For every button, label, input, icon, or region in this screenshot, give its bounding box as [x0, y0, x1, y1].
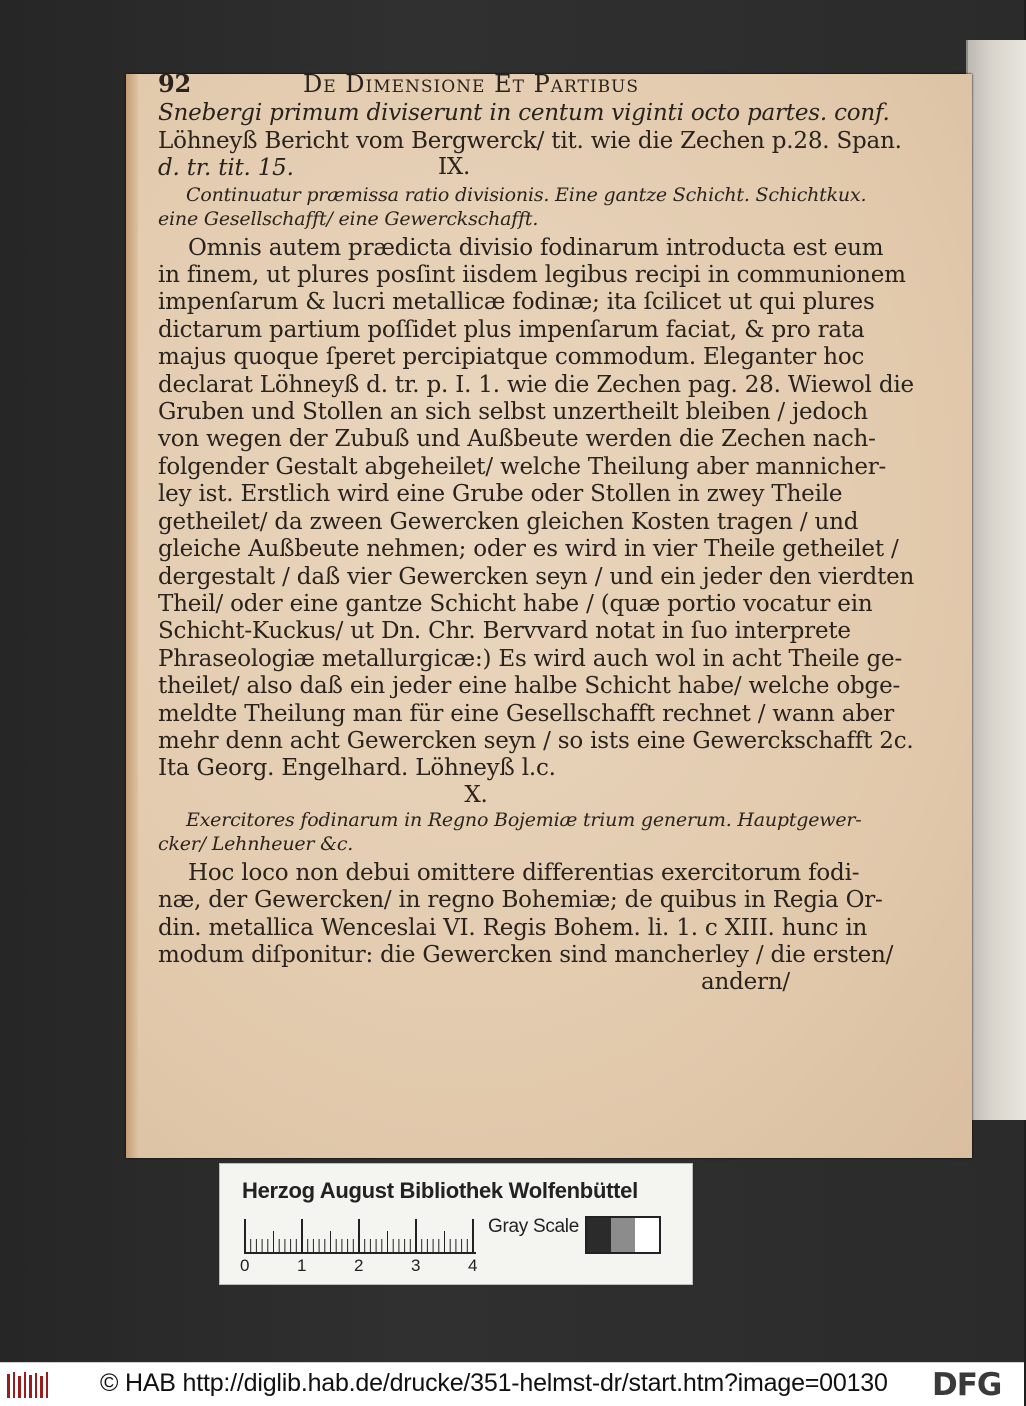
page-header	[158, 70, 794, 98]
text-line: modum diſponitur: die Gewercken sind mancherley / die ersten/	[158, 941, 894, 968]
viewer-footer	[0, 1362, 1024, 1406]
copyright-link[interactable]: © HAB http://diglib.hab.de/drucke/351-helmst-dr/start.htm?image=00130	[100, 1369, 888, 1397]
ruler-numbers	[240, 1256, 480, 1278]
page-gutter	[126, 74, 138, 1158]
section-number-x: X.	[464, 781, 488, 808]
page-number: 92	[158, 69, 191, 98]
ruler-icon	[244, 1218, 476, 1254]
summary-line: eine Gesellschafft/ eine Gewerckschafft.	[158, 207, 539, 230]
text-line: gleiche Außbeute nehmen; oder es wird in vier Theile getheilet /	[158, 536, 899, 563]
gray-scale-label: Gray Scale	[488, 1216, 579, 1237]
text-line: din. metallica Wenceslai VI. Regis Bohem. li. 1. c XIII. hunc in	[158, 914, 868, 941]
ruler-number: 4	[468, 1256, 478, 1275]
text-line: d. tr. tit. 15.	[158, 155, 294, 182]
gray-scale-swatches	[585, 1216, 661, 1254]
text-line: theilet/ also daß ein jeder eine halbe Schicht habe/ welche obge-	[158, 673, 901, 700]
text-line: declarat Löhneyß d. tr. p. I. 1. wie die Zechen pag. 28. Wiewol die	[158, 371, 914, 398]
ruler-number: 1	[297, 1256, 307, 1275]
hab-logo-icon	[6, 1370, 50, 1400]
text-line: dictarum partium poſſidet plus impenſarum faciat, & pro rata	[158, 316, 865, 343]
text-line: Omnis autem prædicta divisio fodinarum introducta est eum	[188, 234, 884, 261]
adjacent-page-edge	[966, 40, 1026, 1120]
text-line: Gruben und Stollen an sich selbst unzertheilt bleiben / jedoch	[158, 399, 868, 426]
text-line: folgender Gestalt abgeheilet/ welche Theilung aber mannicher-	[158, 453, 887, 480]
summary-line: Continuatur præmissa ratio divisionis. Eine gantze Schicht. Schichtkux.	[186, 183, 867, 206]
text-line: mehr denn acht Gewercken seyn / so ists eine Gewerckschafft 2c.	[158, 727, 914, 754]
text-line: Phraseologiæ metallurgicæ:) Es wird auch wol in acht Theile ge-	[158, 645, 903, 672]
ruler-number: 2	[354, 1256, 364, 1275]
catchword: andern/	[700, 969, 790, 996]
text-line: Snebergi primum diviserunt in centum viginti octo partes. conf.	[158, 100, 890, 127]
library-name: Herzog August Bibliothek Wolfenbüttel	[242, 1178, 638, 1203]
ix-heading-row	[158, 155, 794, 182]
text-line: meldte Theilung man für eine Gesellschafft rechnet / wann aber	[158, 700, 894, 727]
text-line: næ, der Gewercken/ in regno Bohemiæ; de quibus in Regia Or-	[158, 887, 883, 914]
text-line: Theil/ oder eine gantze Schicht habe / (quæ portio vocatur ein	[158, 590, 873, 617]
gray-swatch-dark	[587, 1218, 611, 1252]
text-line: in finem, ut plures posſint iisdem legibus recipi in communionem	[158, 262, 906, 289]
running-title: De Dimensione Et Partibus	[302, 70, 640, 98]
gray-swatch-light	[635, 1218, 659, 1252]
ruler-number: 3	[411, 1256, 421, 1275]
text-line: Hoc loco non debui omittere differentias exercitorum fodi-	[188, 859, 860, 886]
text-line: majus quoque ſperet percipiatque commodum. Eleganter hoc	[158, 344, 865, 371]
text-line: Ita Georg. Engelhard. Löhneyß l.c.	[158, 755, 556, 782]
page-text	[158, 69, 915, 997]
text-line: dergestalt / daß vier Gewercken seyn / und ein jeder den vierdten	[158, 563, 915, 590]
text-line: impenſarum & lucri metallicæ fodinæ; ita ſcilicet ut qui plures	[158, 289, 875, 316]
text-line: Schicht-Kuckus/ ut Dn. Chr. Bervvard notat in ſuo interprete	[158, 618, 851, 645]
text-line: getheilet/ da zween Gewercken gleichen Kosten tragen / und	[158, 508, 859, 535]
library-color-card	[219, 1163, 693, 1285]
text-line: von wegen der Zubuß und Außbeute werden die Zechen nach-	[158, 426, 876, 453]
summary-line: Exercitores fodinarum in Regno Bojemiæ trium generum. Hauptgewer-	[186, 808, 862, 831]
summary-line: cker/ Lehnheuer &c.	[158, 832, 354, 855]
text-line: ley ist. Erstlich wird eine Grube oder Stollen in zwey Theile	[158, 481, 843, 508]
text-line: Löhneyß Bericht vom Bergwerck/ tit. wie die Zechen p.28. Span.	[158, 127, 902, 154]
dfg-logo: DFG	[932, 1367, 1002, 1403]
gray-swatch-mid	[611, 1218, 635, 1252]
section-number-ix: IX.	[438, 154, 471, 181]
ruler-number: 0	[240, 1256, 250, 1275]
